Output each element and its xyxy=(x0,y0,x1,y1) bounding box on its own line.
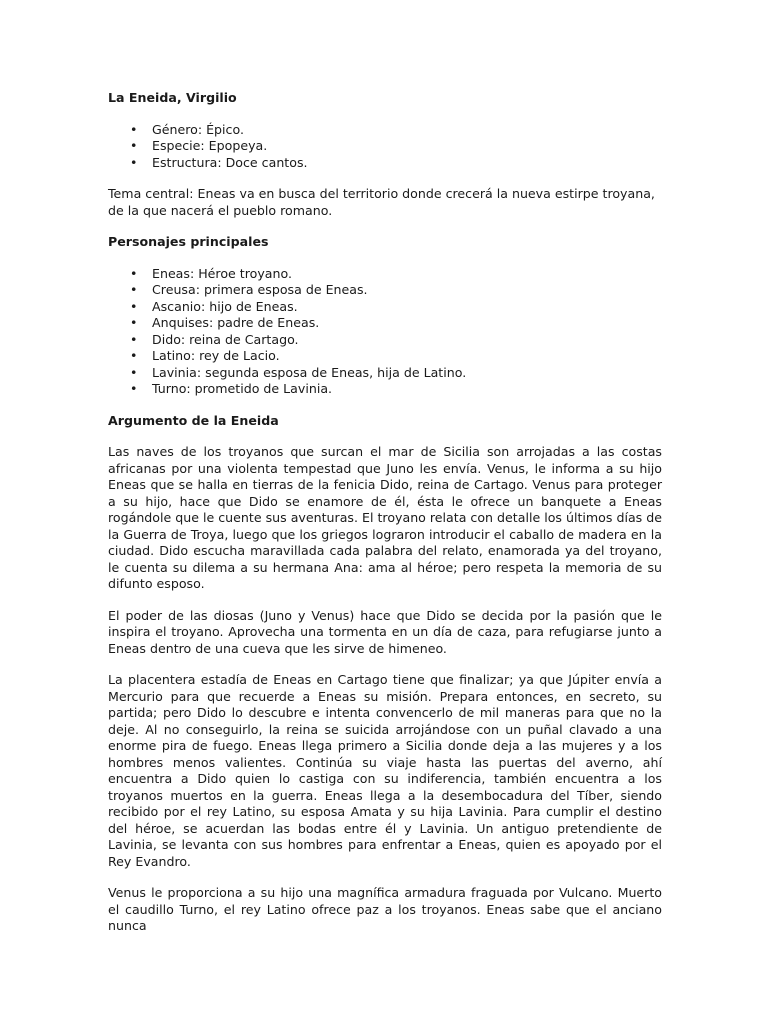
argumento-paragraph-3: La placentera estadía de Eneas en Cartago tiene que finalizar; ya que Júpiter envía a Mercurio para que recuerde a Eneas su misión. Prepara entonces, en secreto, su partida; pero Dido lo descubre e intenta convencerlo de mil maneras para que no la deje. Al no conseguirlo, la reina se suicida arrojándose con un puñal clavado a una enorme pira de fuego. Eneas llega primero a Sicilia donde deja a las mujeres y a los hombres menos valientes. Continúa su viaje hasta las puertas del averno, ahí encuentra a Dido quien lo castiga con su indiferencia, también encuentra a los troyanos muertos en la guerra. Eneas llega a la desembocadura del Tíber, siendo recibido por el rey Latino, su esposa Amata y su hija Lavinia. Para cumplir el destino del héroe, se acuerdan las bodas entre él y Lavinia. Un antiguo pretendiente de Lavinia, se levanta con sus hombres para enfrentar a Eneas, quien es apoyado por el Rey Evandro. xyxy=(108,672,662,869)
tema-central: Tema central: Eneas va en busca del territorio donde crecerá la nueva estirpe troyana, de la que nacerá el pueblo romano. xyxy=(108,186,655,218)
document-page xyxy=(108,90,662,935)
list-item: • Creusa: primera esposa de Eneas. xyxy=(130,282,368,297)
list-item: • Especie: Epopeya. xyxy=(130,138,268,153)
bullet-icon: • xyxy=(130,381,138,396)
personajes-heading: Personajes principales xyxy=(108,234,269,249)
list-item: • Estructura: Doce cantos. xyxy=(130,154,308,170)
bullet-icon: • xyxy=(130,154,138,170)
bullet-icon: • xyxy=(130,331,138,347)
info-list xyxy=(108,122,662,172)
bullet-icon: • xyxy=(130,298,138,314)
list-item: • Género: Épico. xyxy=(130,121,244,137)
bullet-icon: • xyxy=(130,364,138,380)
bullet-icon: • xyxy=(130,265,138,281)
argumento-paragraph-4: Venus le proporciona a su hijo una magnífica armadura fraguada por Vulcano. Muerto el caudillo Turno, el rey Latino ofrece paz a los troyanos. Eneas sabe que el anciano nunca xyxy=(108,885,662,933)
bullet-icon: • xyxy=(130,315,138,330)
list-item: • Anquises: padre de Eneas. xyxy=(130,315,320,330)
argumento-paragraph-1: Las naves de los troyanos que surcan el mar de Sicilia son arrojadas a las costas africanas por una violenta tempestad que Juno les envía. Venus, le informa a su hijo Eneas que se halla en tierras de la fenicia Dido, reina de Cartago. Venus para proteger a su hijo, hace que Dido se enamore de él, ésta le ofrece un banquete a Eneas rogándole que le cuente sus aventuras. El troyano relata con detalle los últimos días de la Guerra de Troya, luego que los griegos lograron introducir el caballo de madera en la ciudad. Dido escucha maravillada cada palabra del relato, enamorada ya del troyano, le cuenta su dilema a su hermana Ana: ama al héroe; pero respeta la memoria de su difunto esposo. xyxy=(108,444,662,591)
list-item: • Ascanio: hijo de Eneas. xyxy=(130,298,298,314)
bullet-icon: • xyxy=(130,282,138,297)
list-item: • Eneas: Héroe troyano. xyxy=(130,265,292,281)
personajes-list xyxy=(108,266,662,398)
document-title: La Eneida, Virgilio xyxy=(108,90,237,105)
list-item: • Latino: rey de Lacio. xyxy=(130,348,280,363)
list-item: • Dido: reina de Cartago. xyxy=(130,331,299,347)
argumento-paragraph-2: El poder de las diosas (Juno y Venus) hace que Dido se decida por la pasión que le inspira el troyano. Aprovecha una tormenta en un día de caza, para refugiarse junto a Eneas dentro de una cueva que les sirve de himeneo. xyxy=(108,607,662,656)
list-item: • Lavinia: segunda esposa de Eneas, hija de Latino. xyxy=(130,364,467,380)
list-item: • Turno: prometido de Lavinia. xyxy=(130,381,333,396)
bullet-icon: • xyxy=(130,348,138,363)
argumento-heading: Argumento de la Eneida xyxy=(108,412,279,428)
bullet-icon: • xyxy=(130,138,138,153)
bullet-icon: • xyxy=(130,121,138,137)
